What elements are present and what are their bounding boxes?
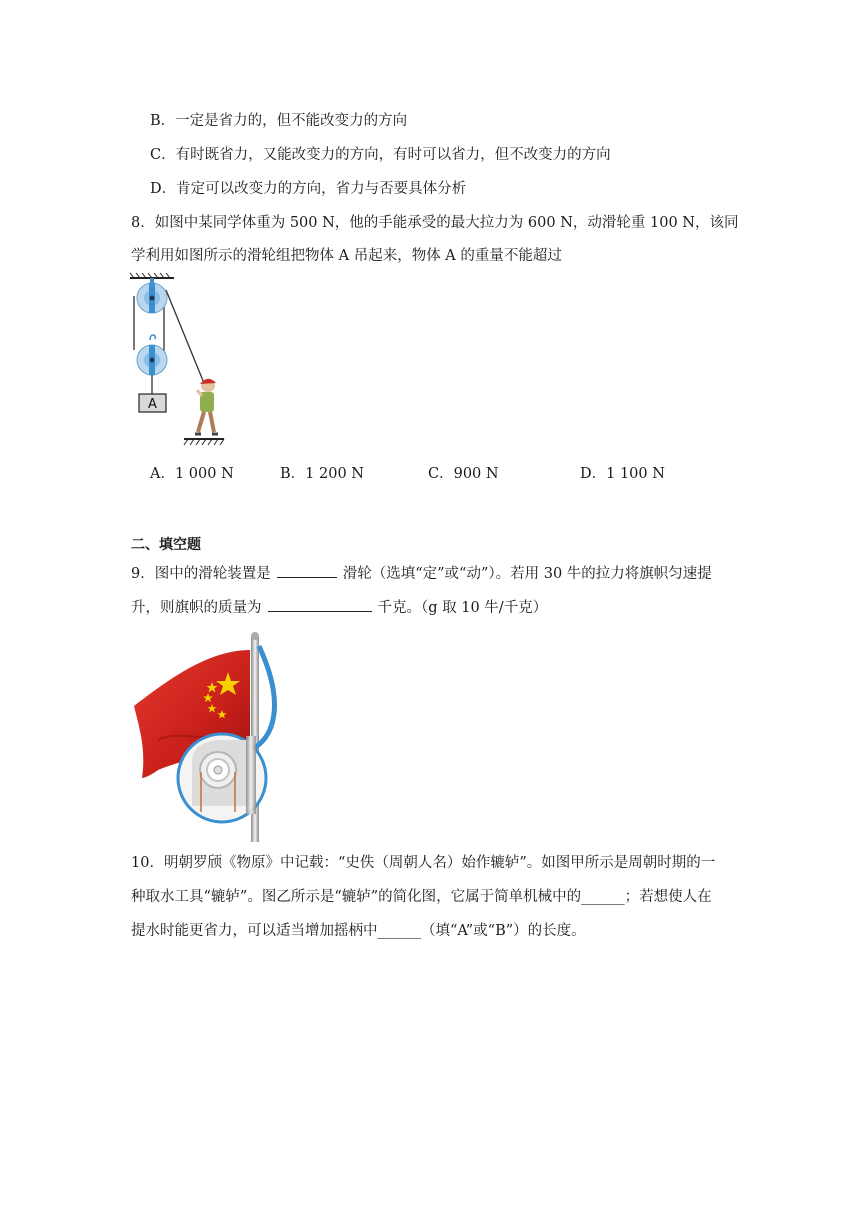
q9-text-1a: 9．图中的滑轮装置是 — [131, 566, 271, 582]
q7-option-d: D．肯定可以改变力的方向，省力与否要具体分析 — [150, 181, 467, 197]
q8-option-b: B．1 200 N — [280, 466, 364, 482]
q8-stem-line2: 学利用如图所示的滑轮组把物体 A 吊起来，物体 A 的重量不能超过 — [131, 248, 562, 264]
q9-blank-2[interactable] — [268, 597, 372, 612]
q8-stem-line1: 8．如图中某同学体重为 500 N，他的手能承受的最大拉力为 600 N，动滑轮重 100 N，该同 — [131, 215, 739, 231]
section-title-fill-blank: 二、填空题 — [131, 537, 201, 553]
q10-stem-line3: 提水时能更省力，可以适当增加摇柄中______（填“A”或“B”）的长度。 — [131, 923, 586, 939]
q10-stem-line2: 种取水工具“辘轳”。图乙所示是“辘轳”的简化图，它属于简单机械中的______；若想使人在 — [131, 889, 712, 905]
q9-text-1b: 滑轮（选填“定”或“动”）。若用 30 牛的拉力将旗帜匀速提 — [342, 566, 712, 582]
q9-text-2a: 升，则旗帜的质量为 — [131, 600, 262, 616]
q8-option-a: A．1 000 N — [150, 466, 234, 482]
pulley-system-figure — [128, 272, 232, 452]
q7-option-b: B．一定是省力的，但不能改变力的方向 — [150, 113, 408, 129]
q8-option-c: C．900 N — [428, 466, 499, 482]
q7-option-c: C．有时既省力，又能改变力的方向，有时可以省力，但不改变力的方向 — [150, 147, 611, 163]
q8-option-d: D．1 100 N — [580, 466, 665, 482]
flagpole-figure — [128, 630, 278, 842]
q10-stem-line1: 10．明朝罗颀《物原》中记载：“史佚（周朝人名）始作辘轳”。如图甲所示是周朝时期的一 — [131, 855, 716, 871]
q9-text-2b: 千克。（g 取 10 牛/千克） — [377, 600, 548, 616]
q9-stem-line2 — [131, 597, 547, 618]
q9-blank-1[interactable] — [277, 563, 337, 578]
block-a-label: A — [148, 397, 157, 412]
q9-stem-line1 — [131, 563, 712, 584]
